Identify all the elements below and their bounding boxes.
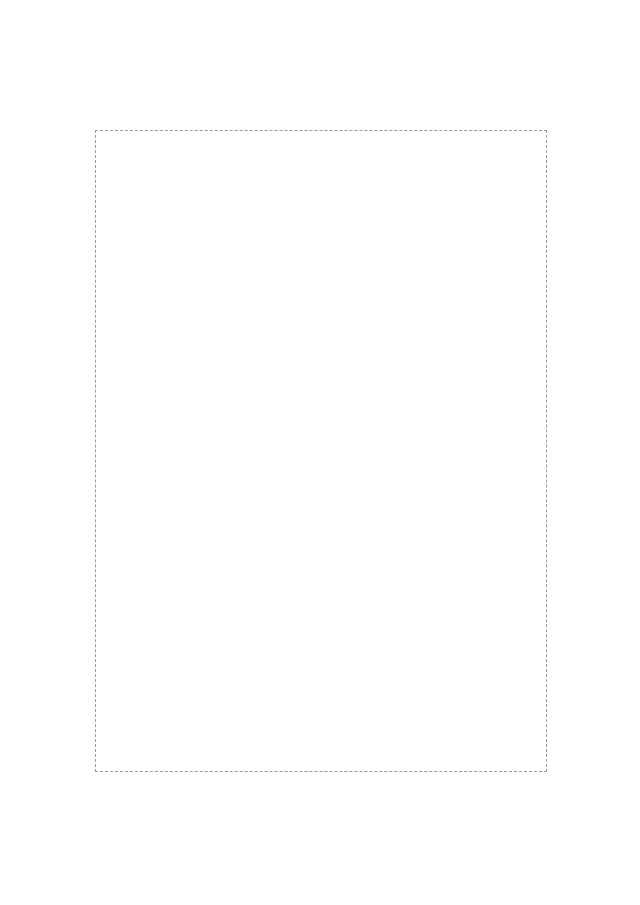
content-area — [95, 130, 547, 772]
